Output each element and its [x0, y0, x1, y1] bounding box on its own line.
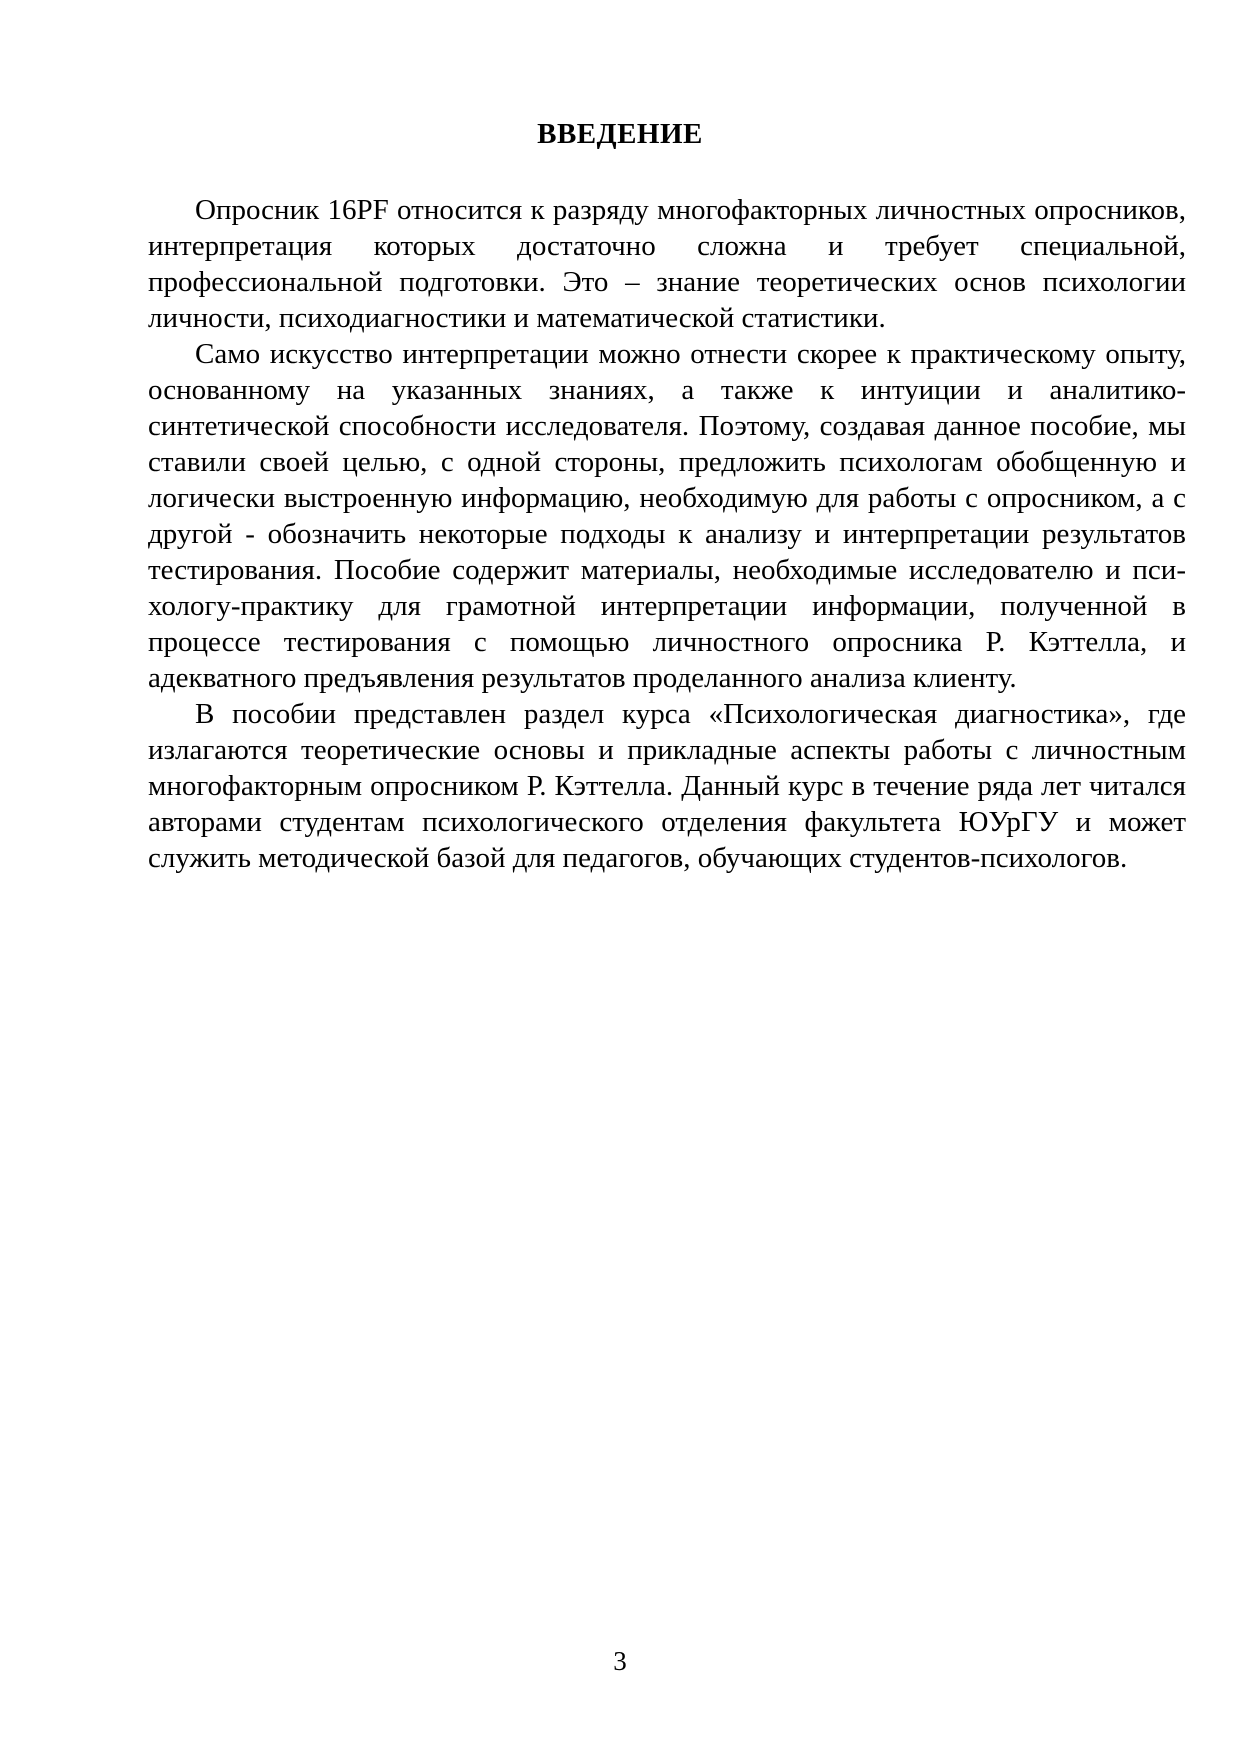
paragraph-2: Само искусство интерпретации можно отнести скорее к практическому опыту, основанному на указанных знаниях, а также к интуиции и аналитико-синтетической способности исследователя. Поэтому, создавая данное пособие, мы ставили своей целью, с одной стороны, предложить психологам обобщенную и логически выстроенную информацию, необходимую для работы с опросником, а с другой - обозначить некоторые подходы к анализу и интерпретации результатов тестирования. Пособие содержит материалы, необходимые исследователю и психологу-практику для грамотной интерпретации информации, полученной в процессе тестирования с помощью личностного опросника Р. Кэттелла, и адекватного предъявления результатов проделанного анализа клиенту.: [148, 338, 1186, 694]
page-title: ВВЕДЕНИЕ: [537, 118, 703, 150]
paragraph-1: Опросник 16PF относится к разряду многофакторных личностных опросников, интерпретация которых достаточно сложна и требует специальной, профессиональной подготовки. Это – знание теоретических основ психологии личности, психодиагностики и математической статистики.: [148, 194, 1186, 334]
paragraph-3: В пособии представлен раздел курса «Психологическая диагностика», где излагаются теоретические основы и прикладные аспекты работы с личностным многофакторным опросником Р. Кэттелла. Данный курс в течение ряда лет читался авторами студентам психологического отделения факультета ЮУрГУ и может служить методической базой для педагогов, обучающих студентов-психологов.: [148, 698, 1186, 874]
page-number: 3: [613, 1646, 627, 1676]
introduction-body: [148, 192, 1186, 876]
